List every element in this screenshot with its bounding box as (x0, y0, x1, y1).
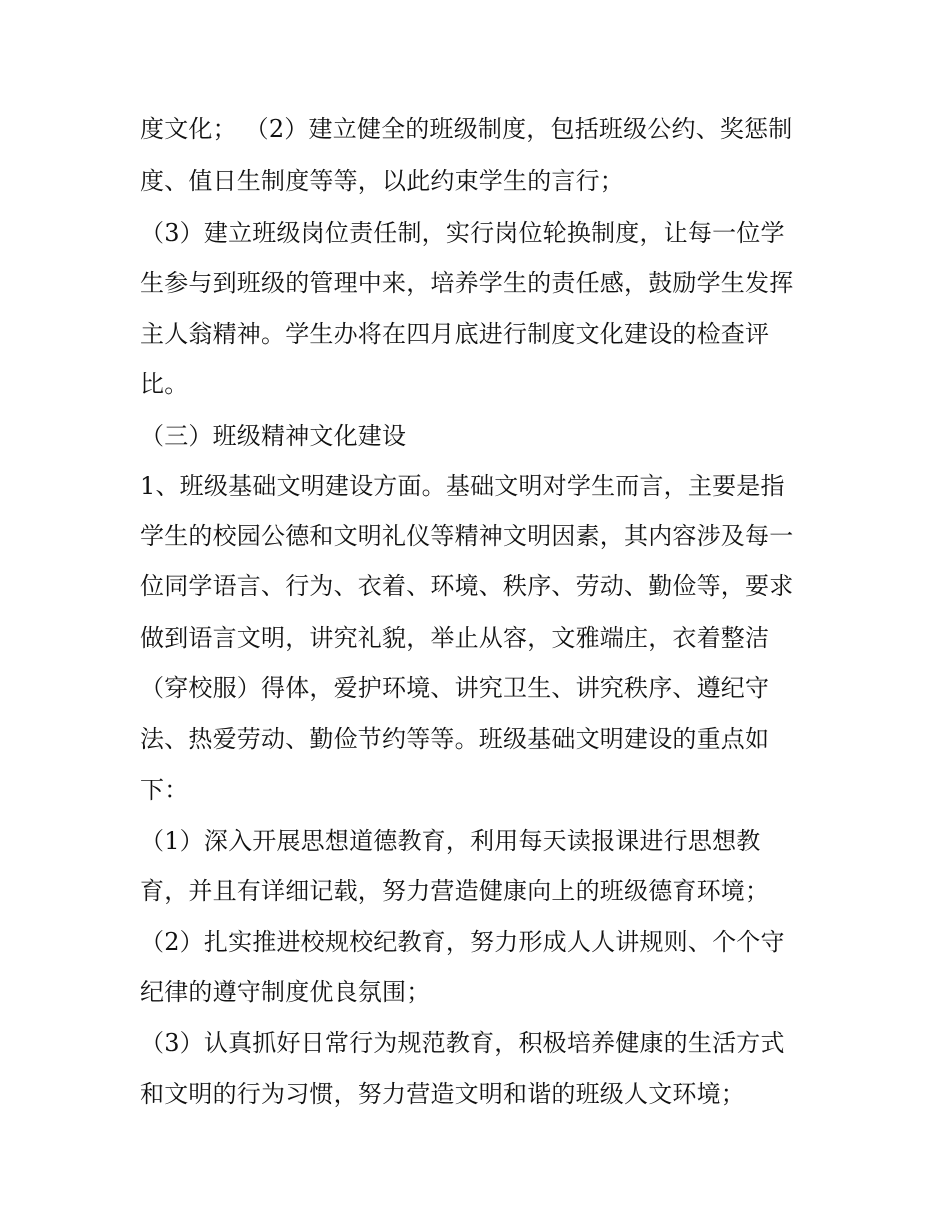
text-line: 和文明的行为习惯，努力营造文明和谐的班级人文环境； (140, 1080, 745, 1108)
text-line: （2）扎实推进校规校纪教育，努力形成人人讲规则、个个守 (140, 928, 785, 956)
text-line: 做到语言文明，讲究礼貌，举止从容，文雅端庄，衣着整洁 (140, 624, 770, 652)
text-line: （3）认真抓好日常行为规范教育，积极培养健康的生活方式 (140, 1029, 785, 1057)
text-line: 1、班级基础文明建设方面。基础文明对学生而言，主要是指 (140, 472, 785, 500)
text-line: 主人翁精神。学生办将在四月底进行制度文化建设的检查评 (140, 320, 770, 348)
text-line: 学生的校园公德和文明礼仪等精神文明因素，其内容涉及每一 (140, 522, 794, 550)
text-line: 度文化； （2）建立健全的班级制度，包括班级公约、奖惩制 (140, 115, 793, 143)
text-line: 育，并且有详细记载，努力营造健康向上的班级德育环境； (140, 877, 770, 905)
text-line: 比。 (140, 370, 189, 398)
text-line: （3）建立班级岗位责任制，实行岗位轮换制度，让每一位学 (140, 219, 785, 247)
section-heading: （三）班级精神文化建设 (140, 422, 407, 450)
text-line: 度、值日生制度等等，以此约束学生的言行； (140, 167, 624, 195)
text-line: （穿校服）得体，爱护环境、讲究卫生、讲究秩序、遵纪守 (140, 674, 770, 702)
text-line: 位同学语言、行为、衣着、环境、秩序、劳动、勤俭等，要求 (140, 572, 794, 600)
text-line: 纪律的遵守制度优良氛围； (140, 978, 431, 1006)
text-line: 下： (140, 776, 189, 804)
text-line: 生参与到班级的管理中来，培养学生的责任感，鼓励学生发挥 (140, 269, 794, 297)
text-line: 法、热爱劳动、勤俭节约等等。班级基础文明建设的重点如 (140, 725, 770, 753)
text-line: （1）深入开展思想道德教育，利用每天读报课进行思想教 (140, 827, 761, 855)
